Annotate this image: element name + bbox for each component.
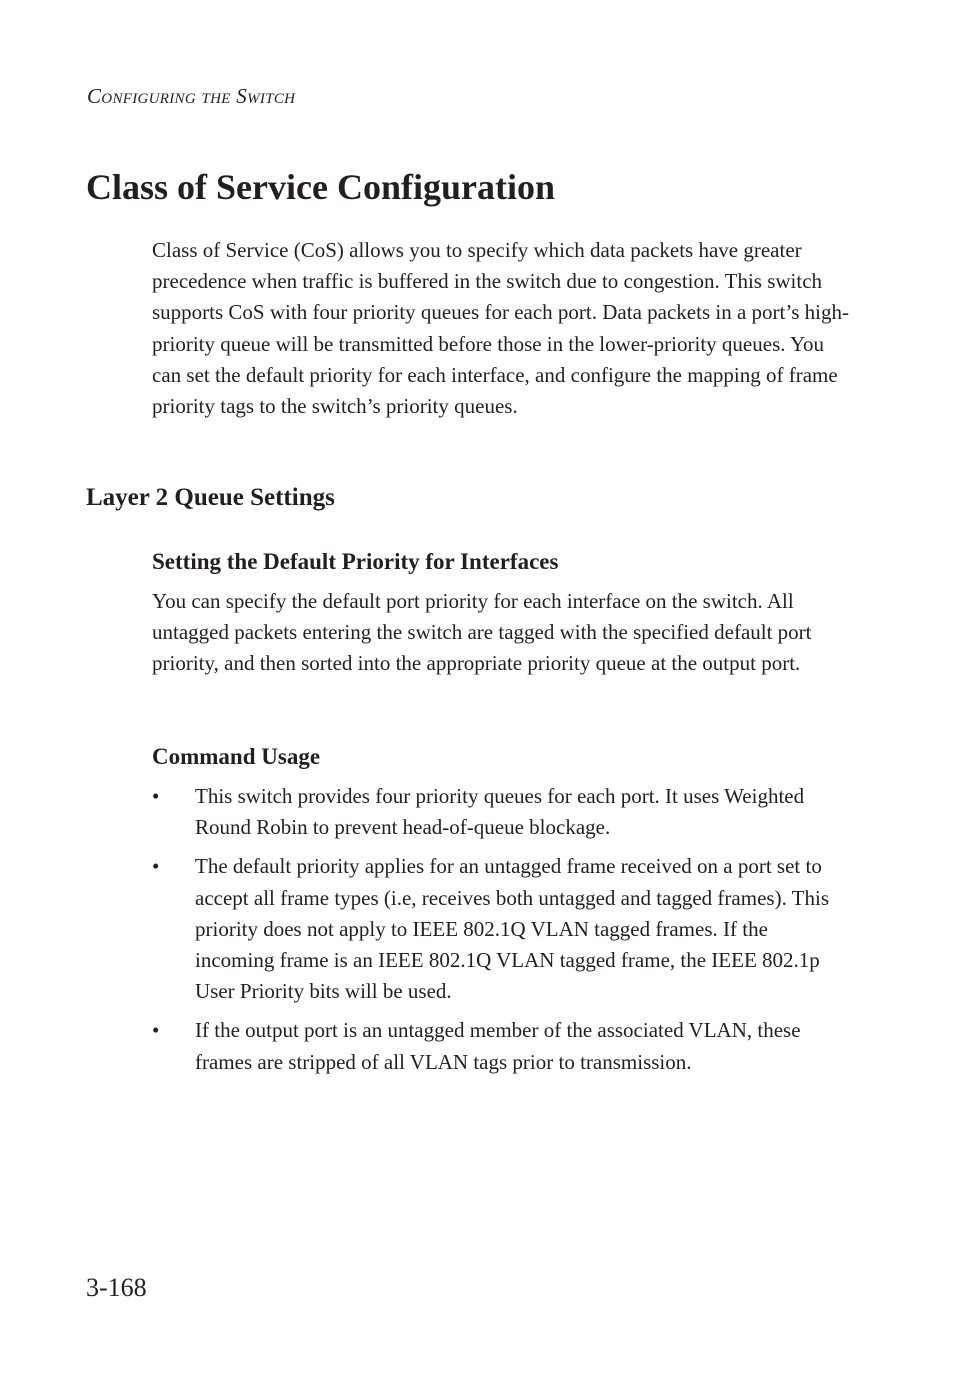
- command-usage-heading: Command Usage: [152, 744, 321, 769]
- list-item: [152, 781, 852, 843]
- bullet-icon: •: [152, 854, 160, 879]
- list-item-text: The default priority applies for an untagged frame received on a port set to accept all frame types (i.e, receives both untagged and tagged frames). This priority does not apply to IEEE 802.1Q VLAN tagged frames. If the incoming frame is an IEEE 802.1Q VLAN tagged frame, the IEEE 802.1p User Priority bits will be used.: [195, 854, 830, 1004]
- page-number: 3-168: [86, 1273, 147, 1302]
- list-item-text: This switch provides four priority queues for each port. It uses Weighted Round Robin to prevent head-of-queue blockage.: [195, 784, 805, 840]
- intro-paragraph: Class of Service (CoS) allows you to specify which data packets have greater precedence when traffic is buffered in the switch due to congestion. This switch supports CoS with four priority queues for each port. Data packets in a port’s high-priority queue will be transmitted before those in the lower-priority queues. You can set the default priority for each interface, and configure the mapping of frame priority tags to the switch’s priority queues.: [152, 238, 849, 419]
- default-priority-paragraph: You can specify the default port priority for each interface on the switch. All untagged packets entering the switch are tagged with the specified default port priority, and then sorted into the appropriate priority queue at the output port.: [152, 589, 812, 676]
- list-item-text: If the output port is an untagged member of the associated VLAN, these frames are stripped of all VLAN tags prior to transmission.: [195, 1018, 801, 1074]
- bullet-icon: •: [152, 784, 160, 808]
- page-title: Class of Service Configuration: [86, 167, 555, 207]
- running-header: [87, 84, 295, 109]
- list-item: [152, 1015, 852, 1077]
- bullet-icon: •: [152, 1018, 160, 1043]
- subsection-title: Setting the Default Priority for Interfaces: [152, 549, 559, 574]
- command-usage-list: [152, 781, 852, 1086]
- list-item: [152, 851, 852, 1007]
- running-header-text: Configuring the Switch: [87, 84, 296, 108]
- section-title: Layer 2 Queue Settings: [86, 484, 335, 511]
